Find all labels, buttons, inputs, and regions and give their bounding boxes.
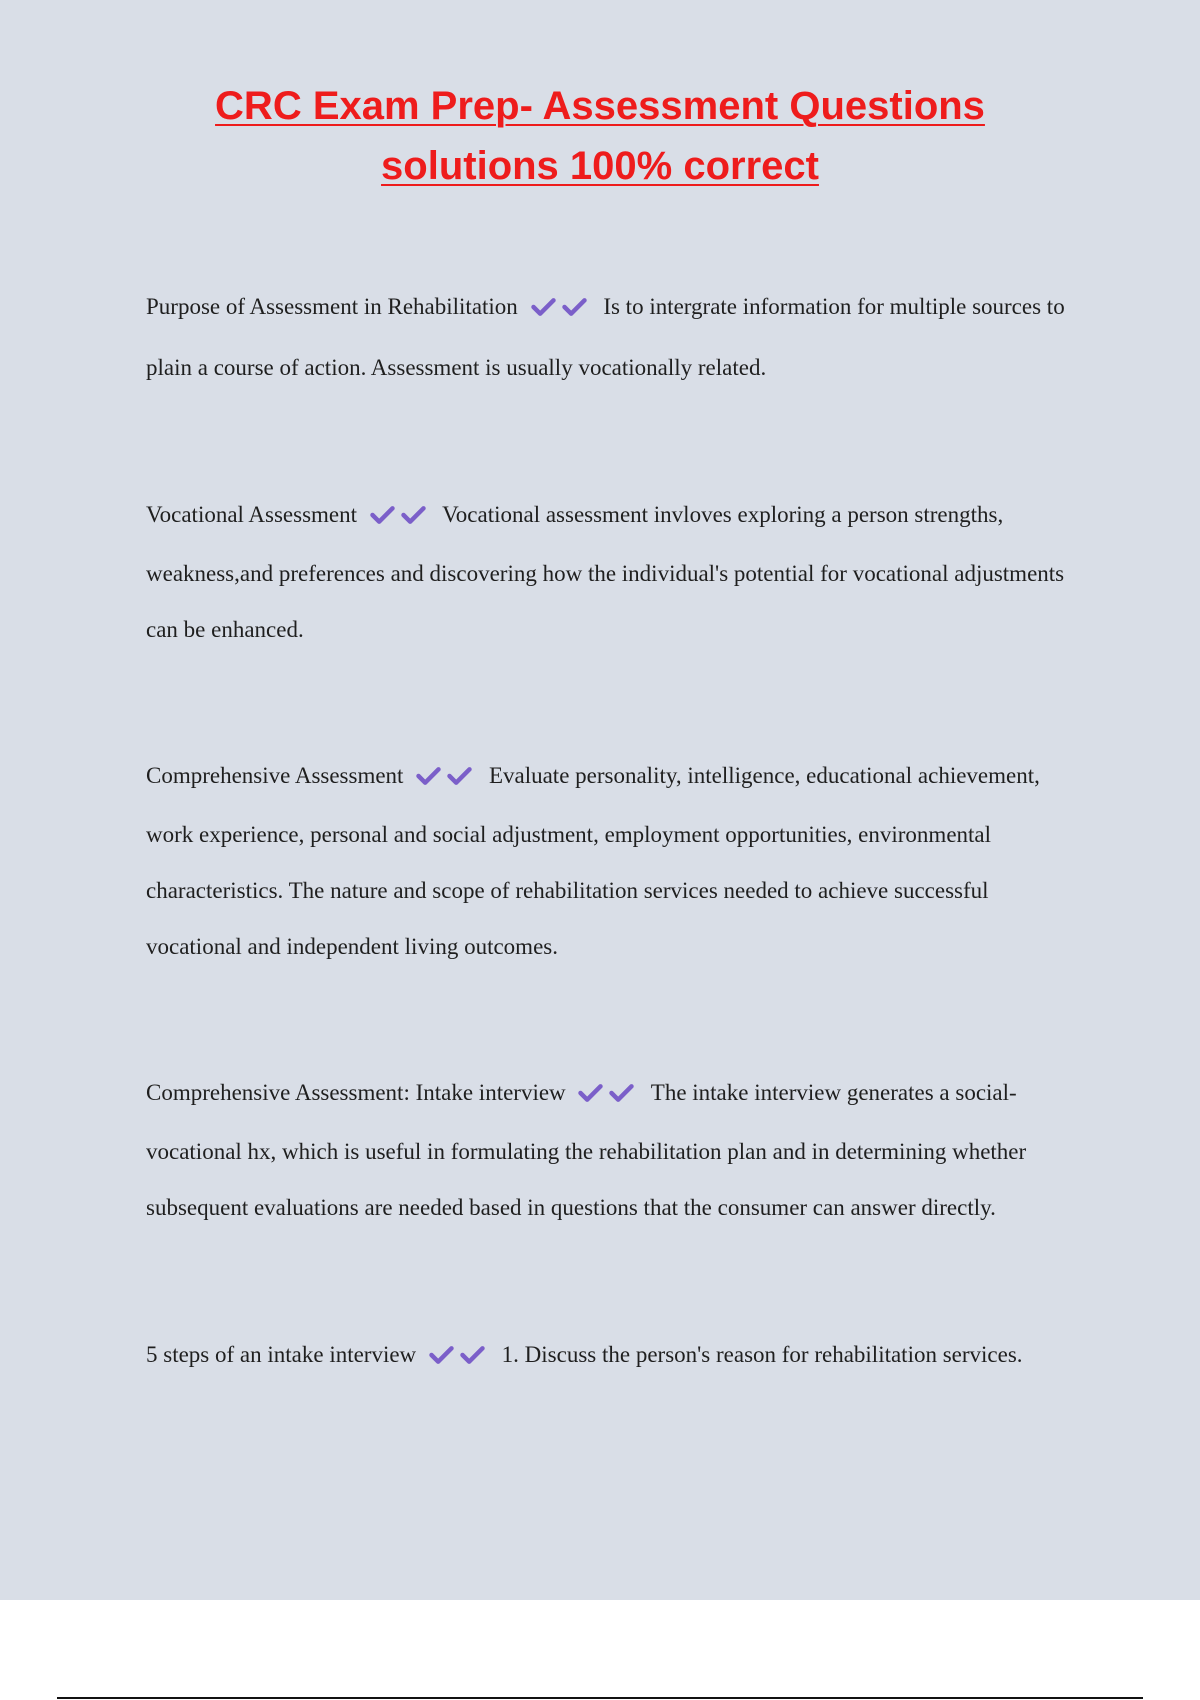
entry-definition: Evaluate personality, intelligence, educational achievement, work experience, personal and social adjustment, employment opportunities, environmental characteristics. The nature and scope of rehabilitation services needed to achieve successful vocational and independent living outcomes.	[146, 763, 1040, 959]
title-line-2: solutions 100% correct	[381, 144, 819, 188]
qa-entry	[146, 278, 1086, 397]
check-icon	[446, 766, 473, 786]
qa-entry	[146, 1326, 1086, 1387]
double-check-icon	[415, 751, 477, 807]
entry-definition: Is to intergrate information for multiple sources to plain a course of action. Assessment is usually vocationally related.	[146, 294, 1065, 380]
entry-definition: Vocational assessment invloves exploring a person strengths, weakness,and preferences and discovering how the individual's potential for vocational adjustments can be enhanced.	[146, 502, 1065, 642]
page-divider	[57, 1697, 1143, 1699]
document-title	[100, 76, 1100, 196]
qa-entry	[146, 487, 1086, 658]
entry-term: Purpose of Assessment in Rehabilitation	[146, 294, 518, 319]
qa-list	[146, 278, 1086, 1477]
check-icon	[400, 505, 427, 525]
check-icon	[608, 1083, 635, 1103]
double-check-icon	[530, 281, 592, 339]
check-icon	[459, 1345, 486, 1365]
qa-entry	[146, 1065, 1086, 1236]
check-icon	[415, 766, 442, 786]
entry-term: 5 steps of an intake interview	[146, 1342, 417, 1367]
entry-term: Comprehensive Assessment: Intake interview	[146, 1080, 566, 1105]
entry-term: Vocational Assessment	[146, 502, 358, 527]
check-icon	[561, 297, 588, 317]
check-icon	[577, 1083, 604, 1103]
check-icon	[428, 1345, 455, 1365]
check-icon	[369, 505, 396, 525]
entry-definition: The intake interview generates a social-vocational hx, which is useful in formulating the rehabilitation plan and in determining whether subsequent evaluations are needed based in questions that the consumer can answer directly.	[146, 1080, 1027, 1220]
entry-definition: 1. Discuss the person's reason for rehabilitation services.	[501, 1342, 1023, 1367]
double-check-icon	[577, 1068, 639, 1124]
qa-entry	[146, 748, 1086, 975]
double-check-icon	[369, 490, 431, 546]
title-line-1: CRC Exam Prep- Assessment Questions	[215, 84, 985, 128]
double-check-icon	[428, 1329, 490, 1387]
entry-term: Comprehensive Assessment	[146, 763, 404, 788]
check-icon	[530, 297, 557, 317]
